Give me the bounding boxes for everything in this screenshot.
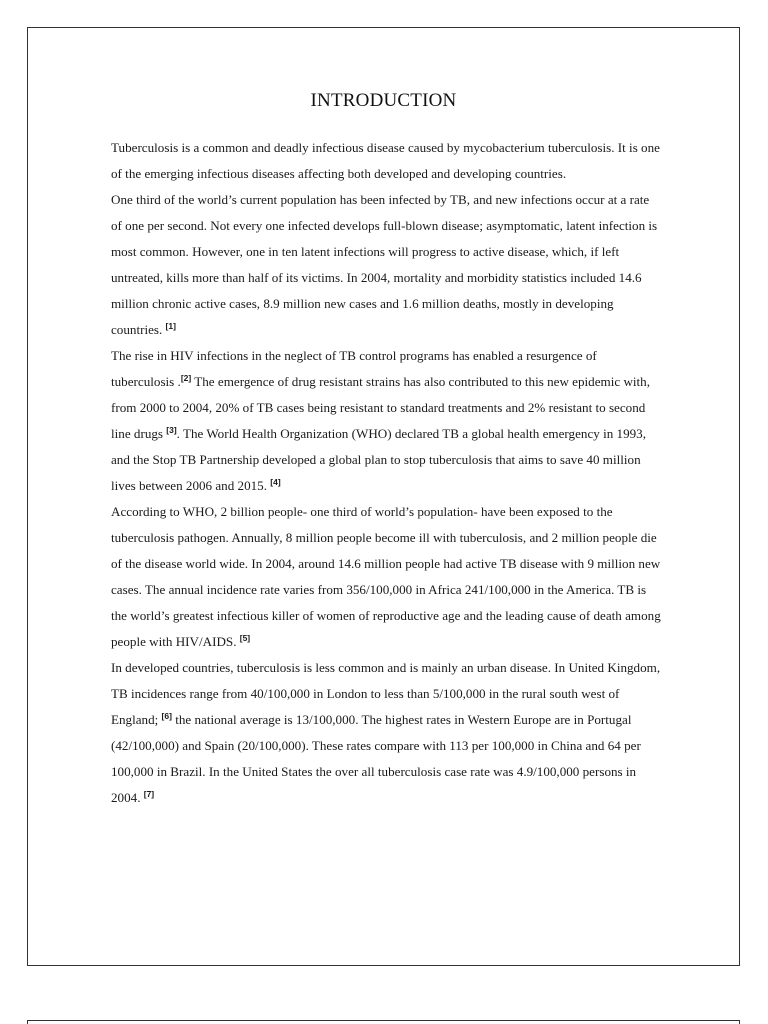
text-segment: In developed countries, tuberculosis is less common and is mainly an urban disease. In United Kingdom, TB incidences range from 40/100,000 in London to less than 5/100,000 in the rural south west of England; <box>111 660 661 727</box>
paragraph-3 <box>111 343 661 499</box>
document-page <box>27 27 740 966</box>
body-text <box>111 135 661 811</box>
citation-ref: [4] <box>270 477 281 487</box>
citation-ref: [3] <box>166 425 177 435</box>
text-segment: One third of the world’s current population has been infected by TB, and new infections occur at a rate of one per second. Not every one infected develops full-blown disease; asymptomatic, latent infection is most common. However, one in ten latent infections will progress to active disease, which, if left untreated, kills more than half of its victims. In 2004, mortality and morbidity statistics included 14.6 million chronic active cases, 8.9 million new cases and 1.6 million deaths, mostly in developing countries. <box>111 192 658 337</box>
paragraph-5 <box>111 655 661 811</box>
citation-ref: [2] <box>180 373 192 383</box>
text-segment: According to WHO, 2 billion people- one third of world’s population- have been exposed to the tuberculosis pathogen. Annually, 8 million people become ill with tuberculosis, and 2 million people die of the disease world wide. In 2004, around 14.6 million people had active TB disease with 9 million new cases. The annual incidence rate varies from 356/100,000 in Africa 241/100,000 in the America. TB is the world’s greatest infectious killer of women of reproductive age and the leading cause of death among people with HIV/AIDS. <box>111 504 661 649</box>
paragraph-1 <box>111 135 661 187</box>
text-segment: . The World Health Organization (WHO) declared TB a global health emergency in 1993, and the Stop TB Partnership developed a global plan to stop tuberculosis that aims to save 40 million lives between 2006 and 2015. <box>111 426 646 493</box>
text-segment: the national average is 13/100,000. The highest rates in Western Europe are in Portugal (42/100,000) and Spain (20/100,000). These rates compare with 113 per 100,000 in China and 64 per 100,000 in Brazil. In the United States the over all tuberculosis case rate was 4.9/100,000 persons in 2004. <box>111 712 641 805</box>
citation-ref: [6] <box>161 711 172 721</box>
next-page-edge <box>27 1020 740 1024</box>
text-segment: The rise in HIV infections in the neglect of TB control programs has enabled a resurgence of tuberculosis . <box>111 348 597 389</box>
page-title: INTRODUCTION <box>310 90 457 111</box>
citation-ref: [1] <box>165 321 176 331</box>
paragraph-2 <box>111 187 661 343</box>
text-segment: The emergence of drug resistant strains has also contributed to this new epidemic with, from 2000 to 2004, 20% of TB cases being resistant to standard treatments and 2% resistant to second line drugs <box>111 374 650 441</box>
text-segment: Tuberculosis is a common and deadly infectious disease caused by mycobacterium tuberculosis. It is one of the emerging infectious diseases affecting both developed and developing countries. <box>111 140 660 181</box>
paragraph-4 <box>111 499 661 655</box>
citation-ref: [7] <box>143 789 155 799</box>
citation-ref: [5] <box>239 633 251 643</box>
